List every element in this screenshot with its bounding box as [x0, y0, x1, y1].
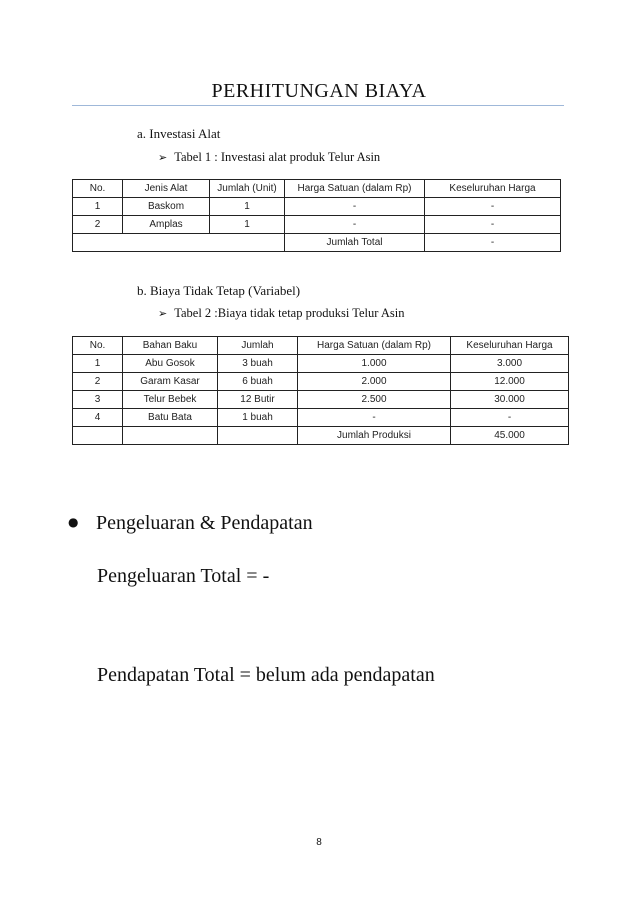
page-title: PERHITUNGAN BIAYA: [211, 80, 427, 102]
table-row: [73, 198, 561, 216]
table-cell: 3: [73, 391, 123, 409]
table-cell: 1: [210, 216, 285, 234]
table-cell: -: [285, 198, 425, 216]
section-b-label: b. Biaya Tidak Tetap (Variabel): [137, 283, 301, 298]
table-2-caption-text: Tabel 2 :Biaya tidak tetap produksi Telur Asin: [174, 306, 405, 320]
total-value-cell: -: [425, 234, 561, 252]
header-cell: Bahan Baku: [123, 337, 218, 355]
table-header-row: [73, 180, 561, 198]
table-1-caption: [158, 150, 380, 165]
empty-cell: [218, 427, 298, 445]
income-total-line: Pendapatan Total = belum ada pendapatan: [97, 664, 435, 686]
table-cell: 1 buah: [218, 409, 298, 427]
table-cell: -: [298, 409, 451, 427]
table-cell: 12.000: [451, 373, 569, 391]
table-2-caption: [158, 306, 405, 321]
header-cell: Keseluruhan Harga: [425, 180, 561, 198]
table-row: [73, 409, 569, 427]
table-total-row: [73, 427, 569, 445]
arrow-bullet-icon: ➢: [158, 307, 168, 320]
table-cell: Batu Bata: [123, 409, 218, 427]
section-a-label: a. Investasi Alat: [137, 126, 221, 141]
table-cell: 1.000: [298, 355, 451, 373]
total-label-cell: Jumlah Produksi: [298, 427, 451, 445]
table-cell: 1: [210, 198, 285, 216]
total-label-cell: Jumlah Total: [285, 234, 425, 252]
table-1: [72, 179, 561, 252]
bullet-dot-icon: ●: [68, 515, 79, 529]
expense-total-line: Pengeluaran Total = -: [97, 565, 270, 587]
table-cell: -: [451, 409, 569, 427]
table-cell: -: [425, 198, 561, 216]
table-cell: 3.000: [451, 355, 569, 373]
page-number: 8: [316, 837, 322, 848]
table-cell: 1: [73, 198, 123, 216]
table-cell: 2: [73, 373, 123, 391]
empty-cell: [73, 427, 123, 445]
header-cell: No.: [73, 180, 123, 198]
table-row: [73, 216, 561, 234]
header-cell: Keseluruhan Harga: [451, 337, 569, 355]
table-cell: 6 buah: [218, 373, 298, 391]
table-header-row: [73, 337, 569, 355]
header-cell: Harga Satuan (dalam Rp): [298, 337, 451, 355]
header-cell: Harga Satuan (dalam Rp): [285, 180, 425, 198]
table-row: [73, 355, 569, 373]
summary-heading: [68, 512, 313, 535]
table-2: [72, 336, 569, 445]
table-cell: Garam Kasar: [123, 373, 218, 391]
table-cell: 30.000: [451, 391, 569, 409]
title-divider: [72, 105, 564, 106]
table-cell: -: [285, 216, 425, 234]
table-cell: -: [425, 216, 561, 234]
table-cell: Telur Bebek: [123, 391, 218, 409]
table-total-row: [73, 234, 561, 252]
header-cell: Jenis Alat: [123, 180, 210, 198]
table-cell: 12 Butir: [218, 391, 298, 409]
header-cell: No.: [73, 337, 123, 355]
table-1-caption-text: Tabel 1 : Investasi alat produk Telur Asin: [174, 150, 381, 164]
table-cell: 2: [73, 216, 123, 234]
header-cell: Jumlah (Unit): [210, 180, 285, 198]
table-cell: 1: [73, 355, 123, 373]
header-cell: Jumlah: [218, 337, 298, 355]
table-cell: 2.500: [298, 391, 451, 409]
table-cell: 4: [73, 409, 123, 427]
table-cell: Abu Gosok: [123, 355, 218, 373]
empty-cell: [73, 234, 285, 252]
total-value-cell: 45.000: [451, 427, 569, 445]
table-row: [73, 373, 569, 391]
table-cell: Baskom: [123, 198, 210, 216]
table-cell: 3 buah: [218, 355, 298, 373]
summary-heading-text: Pengeluaran & Pendapatan: [96, 512, 313, 534]
table-cell: 2.000: [298, 373, 451, 391]
arrow-bullet-icon: ➢: [158, 151, 168, 164]
table-row: [73, 391, 569, 409]
empty-cell: [123, 427, 218, 445]
table-cell: Amplas: [123, 216, 210, 234]
